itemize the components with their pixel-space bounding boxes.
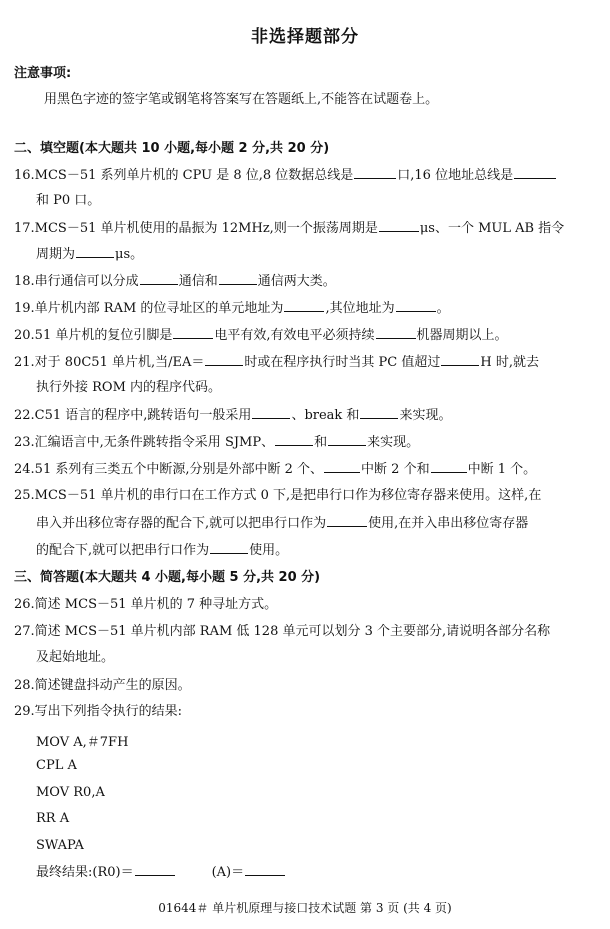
final-result: 最终结果:(R0)＝ (A)＝	[36, 863, 286, 882]
question-19: 19.单片机内部 RAM 的位寻址区的单元地址为 ,其位地址为 。	[14, 301, 450, 316]
answer-blank[interactable]	[379, 219, 419, 232]
notice-body: 用黑色字迹的签字笔或钢笔将答案写在答题纸上,不能答在试题卷上。	[44, 92, 439, 107]
question-18: 18.串行通信可以分成 通信和 通信两大类。	[14, 274, 336, 289]
question-27-cont: 及起始地址。	[36, 650, 115, 665]
answer-blank[interactable]	[245, 863, 285, 876]
question-25-cont: 串入并出移位寄存器的配合下,就可以把串行口作为 使用,在并入串出移位寄存器	[36, 516, 529, 531]
answer-blank[interactable]	[396, 299, 436, 312]
question-23: 23.汇编语言中,无条件跳转指令采用 SJMP、 和 来实现。	[14, 435, 420, 450]
answer-blank[interactable]	[173, 326, 213, 339]
section3-heading: 三、简答题(本大题共 4 小题,每小题 5 分,共 20 分)	[14, 570, 321, 585]
question-16: 16.MCS－51 系列单片机的 CPU 是 8 位,8 位数据总线是 口,16 位地址总线是	[14, 166, 557, 185]
answer-blank[interactable]	[514, 166, 556, 179]
answer-blank[interactable]	[205, 353, 243, 366]
answer-blank[interactable]	[135, 863, 175, 876]
question-17-cont: 周期为 μs。	[36, 247, 144, 262]
question-22: 22.C51 语言的程序中,跳转语句一般采用 、break 和 来实现。	[14, 408, 452, 423]
answer-blank[interactable]	[431, 460, 467, 473]
code-line: MOV A,＃7FH	[36, 735, 129, 750]
question-16-cont: 和 P0 口。	[36, 193, 101, 208]
question-21: 21.对于 80C51 单片机,当/EA＝ 时或在程序执行时当其 PC 值超过 H 时,就去	[14, 355, 539, 370]
answer-blank[interactable]	[219, 272, 257, 285]
answer-blank[interactable]	[324, 460, 360, 473]
answer-blank[interactable]	[441, 353, 479, 366]
question-27: 27.简述 MCS－51 单片机内部 RAM 低 128 单元可以划分 3 个主要部分,请说明各部分名称	[14, 624, 551, 639]
code-line: MOV R0,A	[36, 785, 105, 800]
code-line: RR A	[36, 811, 70, 826]
answer-blank[interactable]	[275, 433, 313, 446]
notice-heading: 注意事项:	[14, 66, 72, 81]
answer-blank[interactable]	[354, 166, 396, 179]
question-26: 26.简述 MCS－51 单片机的 7 种寻址方式。	[14, 597, 278, 612]
answer-blank[interactable]	[252, 406, 290, 419]
question-17: 17.MCS－51 单片机使用的晶振为 12MHz,则一个振荡周期是 μs、一个 MUL AB 指令	[14, 221, 565, 236]
answer-blank[interactable]	[210, 541, 248, 554]
question-28: 28.简述键盘抖动产生的原因。	[14, 678, 191, 693]
section2-heading: 二、填空题(本大题共 10 小题,每小题 2 分,共 20 分)	[14, 141, 330, 156]
answer-blank[interactable]	[360, 406, 398, 419]
code-line: SWAPA	[36, 838, 84, 853]
answer-blank[interactable]	[140, 272, 178, 285]
question-20: 20.51 单片机的复位引脚是 电平有效,有效电平必须持续 机器周期以上。	[14, 328, 508, 343]
question-25: 25.MCS－51 单片机的串行口在工作方式 0 下,是把串行口作为移位寄存器来使用。这样,在	[14, 488, 542, 503]
answer-blank[interactable]	[76, 245, 114, 258]
page-footer: 01644＃ 单片机原理与接口技术试题 第 3 页 (共 4 页)	[158, 901, 452, 915]
question-24: 24.51 系列有三类五个中断源,分别是外部中断 2 个、 中断 2 个和 中断 1 个。	[14, 462, 537, 477]
answer-blank[interactable]	[327, 514, 367, 527]
page-title: 非选择题部分	[251, 27, 359, 47]
question-29: 29.写出下列指令执行的结果:	[14, 704, 183, 719]
answer-blank[interactable]	[284, 299, 324, 312]
answer-blank[interactable]	[376, 326, 416, 339]
answer-blank[interactable]	[328, 433, 366, 446]
question-21-cont: 执行外接 ROM 内的程序代码。	[36, 380, 222, 395]
question-25-cont2: 的配合下,就可以把串行口作为 使用。	[36, 543, 289, 558]
code-line: CPL A	[36, 758, 77, 773]
